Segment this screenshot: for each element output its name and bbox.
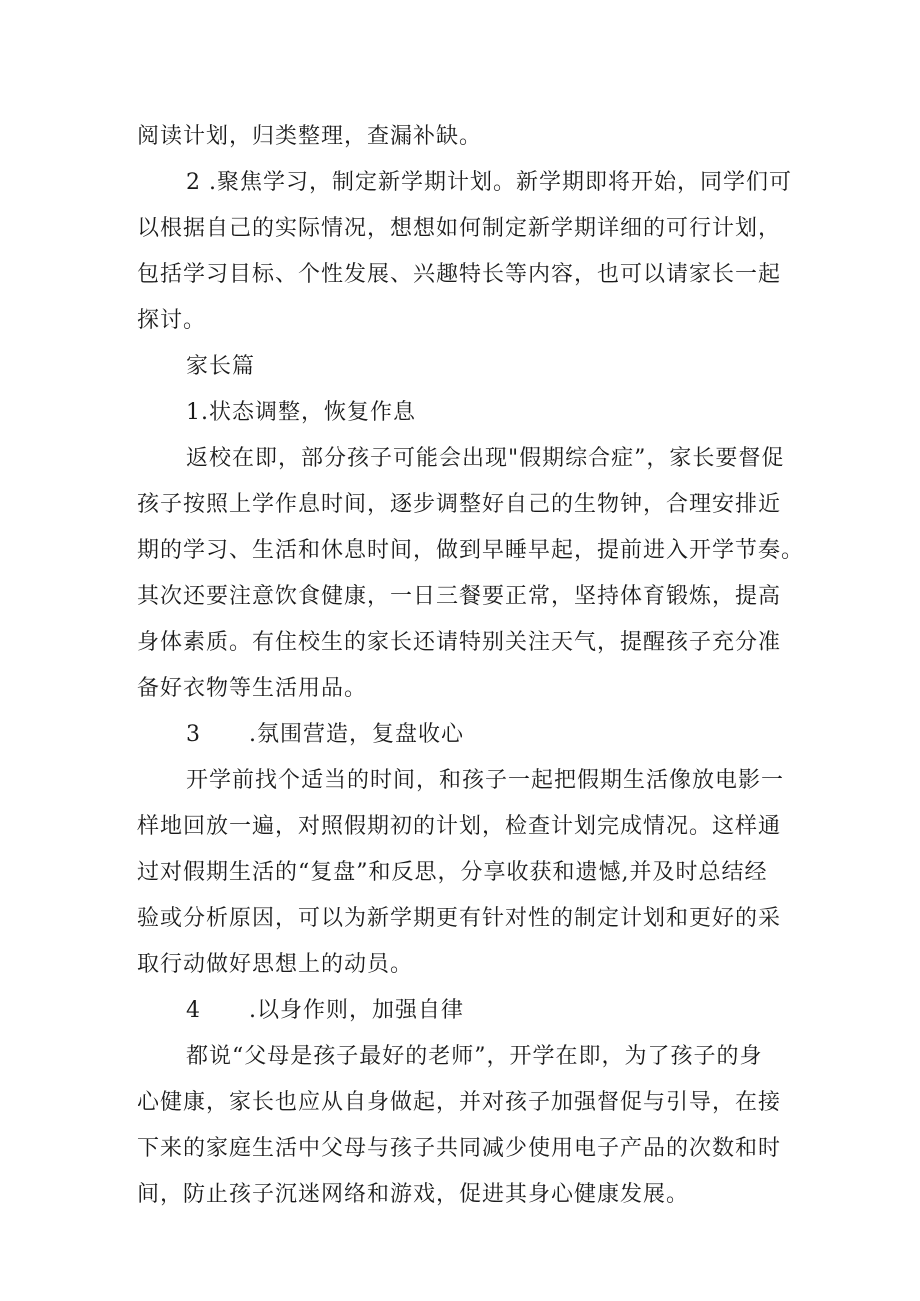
paragraph-line: 过对假期生活的“复盘”和反思，分享收获和遗憾,并及时总结经 <box>137 860 768 885</box>
paragraph-line: 以根据自己的实际情况，想想如何制定新学期详细的可行计划， <box>137 216 782 241</box>
paragraph-line: 开学前找个适当的时间，和孩子一起把假期生活像放电影一 <box>186 768 785 793</box>
paragraph-line: 期的学习、生活和休息时间，做到早睡早起，提前进入开学节奏。 <box>137 538 805 563</box>
paragraph-line: 阅读计划，归类整理，查漏补缺。 <box>137 124 483 149</box>
paragraph-line: 间，防止孩子沉迷网络和游戏，促进其身心健康发展。 <box>137 1182 690 1207</box>
paragraph-line: 验或分析原因，可以为新学期更有针对性的制定计划和更好的采 <box>137 906 782 931</box>
subheading-text: .氛围营造，复盘收心 <box>249 722 464 747</box>
paragraph-line: 身体素质。有住校生的家长还请特别关注天气，提醒孩子充分准 <box>137 630 782 655</box>
subheading-number: 4 <box>186 998 201 1023</box>
paragraph-line: 孩子按照上学作息时间，逐步调整好自己的生物钟，合理安排近 <box>137 492 782 517</box>
paragraph-line: 备好衣物等生活用品。 <box>137 676 368 701</box>
paragraph-line: 都说“父母是孩子最好的老师”，开学在即，为了孩子的身 <box>186 1044 763 1069</box>
subheading-text: .以身作则，加强自律 <box>249 998 464 1023</box>
paragraph-line: 探讨。 <box>137 308 207 333</box>
paragraph-line: 样地回放一遍，对照假期初的计划，检查计划完成情况。这样通 <box>137 814 782 839</box>
paragraph-line: 其次还要注意饮食健康，一日三餐要正常，坚持体育锻炼，提高 <box>137 584 782 609</box>
section-heading: 家长篇 <box>186 354 256 379</box>
subheading: 1.状态调整，恢复作息 <box>186 400 416 425</box>
paragraph-line: 下来的家庭生活中父母与孩子共同减少使用电子产品的次数和时 <box>137 1136 782 1161</box>
subheading <box>186 996 464 1026</box>
paragraph-line: 心健康，家长也应从自身做起，并对孩子加强督促与引导，在接 <box>137 1090 782 1115</box>
subheading <box>186 720 464 750</box>
paragraph-line: 包括学习目标、个性发展、兴趣特长等内容，也可以请家长一起 <box>137 262 782 287</box>
paragraph-line: 取行动做好思想上的动员。 <box>137 952 414 977</box>
paragraph-line: 返校在即，部分孩子可能会出现"假期综合症”，家长要督促 <box>186 446 785 471</box>
paragraph-line: 2 .聚焦学习，制定新学期计划。新学期即将开始，同学们可 <box>186 170 792 195</box>
subheading-number: 3 <box>186 722 201 747</box>
